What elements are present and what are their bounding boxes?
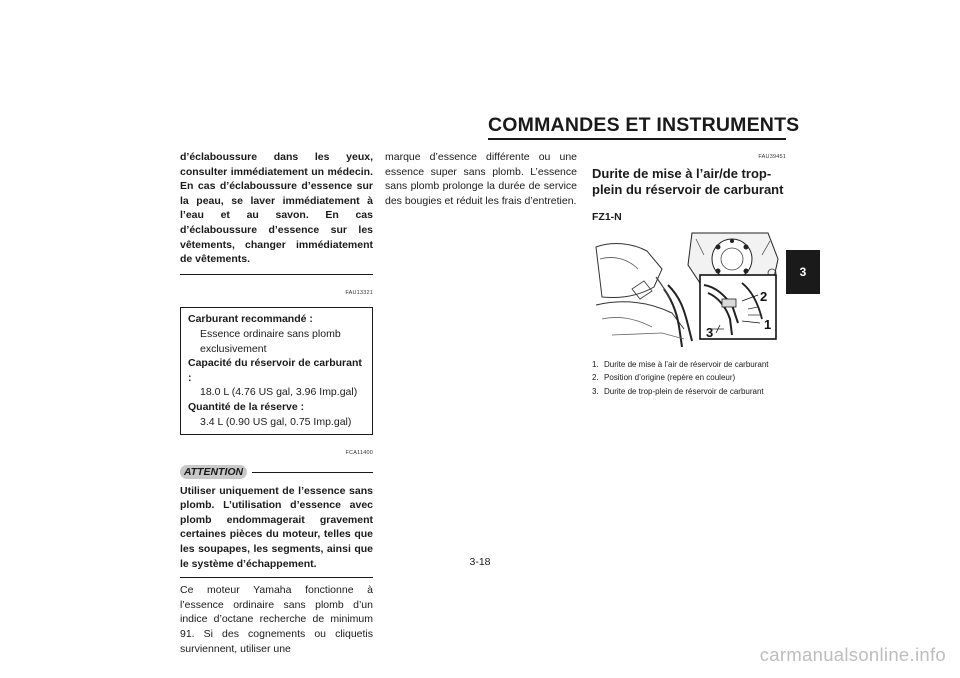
- tank-capacity-label: Capacité du réservoir de carburant :: [188, 357, 362, 384]
- page-header: [488, 114, 800, 137]
- caption-item: [592, 387, 786, 397]
- callout-2: 2: [760, 289, 768, 305]
- chapter-title: COMMANDES ET INSTRUMENTS: [488, 114, 800, 136]
- fuel-type-value: Essence ordinaire sans plomb exclusivement: [200, 327, 341, 355]
- caption-item: [592, 373, 786, 383]
- figure-captions: [592, 360, 786, 397]
- caption-text: Durite de mise à l’air de réservoir de carburant: [604, 360, 769, 370]
- middle-column: [385, 150, 577, 208]
- caption-number: 3.: [592, 386, 599, 396]
- caption-text: Durite de trop-plein de réservoir de carburant: [604, 386, 764, 396]
- section-code: FAU39451: [758, 154, 786, 160]
- warning-end-rule: [180, 274, 373, 275]
- breather-hose-figure: [592, 229, 785, 352]
- attention-heading: [180, 465, 373, 481]
- tank-capacity-value: 18.0 L (4.76 US gal, 3.96 Imp.gal): [200, 386, 358, 399]
- fuel-spec-box: [180, 307, 373, 435]
- attention-rule: [252, 472, 373, 473]
- left-column: [180, 150, 373, 656]
- caption-number: 1.: [592, 360, 599, 370]
- caption-text: Position d’origine (repère en couleur): [604, 373, 736, 383]
- body-paragraph: Ce moteur Yamaha fonctionne à l’essence ordinaire sans plomb d’un indice d’octane recherche de minimum 91. Si des cognements ou cliquetis surviennent, utiliser une: [180, 584, 373, 655]
- attention-text: Utiliser uniquement de l’essence sans plomb. L’utilisation d’essence avec plomb endommagerait gravement certaines pièces du moteur, telles que les soupapes, les segments, ainsi que le système d’échappement.: [180, 484, 373, 570]
- reserve-value: 3.4 L (0.90 US gal, 0.75 Imp.gal): [200, 415, 352, 428]
- right-column: [592, 150, 786, 400]
- watermark: carmanualsonline.info: [759, 644, 946, 665]
- engine-illustration: [592, 229, 785, 352]
- page-number: 3-18: [469, 556, 491, 568]
- chapter-tab: 3: [786, 250, 820, 294]
- fuel-type-label: Carburant recommandé :: [188, 313, 313, 326]
- header-rule: [488, 138, 786, 140]
- section-title: Durite de mise à l’air/de trop-plein du réservoir de carburant: [592, 165, 784, 197]
- reference-code: FCA11400: [345, 450, 373, 457]
- model-label: FZ1-N: [592, 210, 622, 223]
- caption-item: [592, 360, 786, 370]
- callout-1: 1: [764, 317, 772, 333]
- warning-text: d’éclaboussure dans les yeux, consulter immédiatement un médecin. En cas d’éclaboussure d’essence sur la peau, se laver immédiatement à l’eau et au savon. En cas d’éclaboussure d’essence sur les vêtements, changer immédiatement de vêtements.: [180, 151, 373, 266]
- reserve-label: Quantité de la réserve :: [188, 400, 305, 413]
- callout-3: 3: [706, 325, 714, 341]
- caption-number: 2.: [592, 373, 599, 383]
- attention-end-rule: [180, 577, 373, 578]
- attention-badge: ATTENTION: [180, 465, 247, 479]
- body-paragraph-continued: marque d’essence différente ou une essence super sans plomb. L’essence sans plomb prolonge la durée de service des bougies et réduit les frais d’entretien.: [385, 151, 577, 207]
- reference-code: FAU13321: [345, 289, 373, 296]
